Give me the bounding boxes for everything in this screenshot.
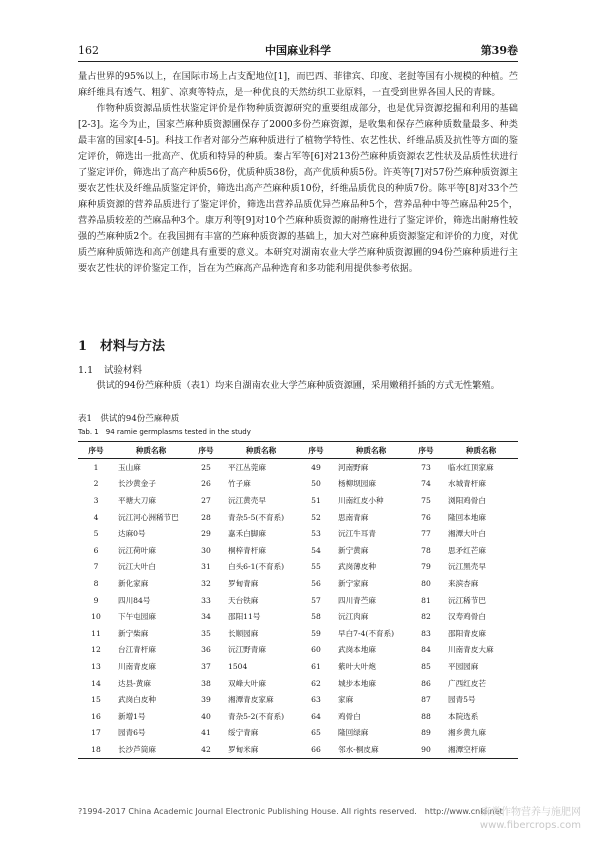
table-row	[78, 725, 518, 742]
serial-number-cell: 38	[201, 678, 211, 688]
serial-number-cell: 32	[201, 578, 211, 588]
germplasm-name-cell: 早白7-4(不育系)	[338, 628, 395, 638]
materials-paragraph: 供试的94份苎麻种质（表1）均来自湖南农业大学苎麻种质资源圃，采用嫩稍扦插的方式无性繁殖。	[96, 380, 500, 391]
germplasm-name-cell: 平塘大刀麻	[118, 495, 156, 505]
col-header: 种质名称	[114, 442, 188, 459]
germplasm-name-cell: 思矛红芒麻	[448, 545, 486, 555]
col-header: 序号	[298, 442, 334, 459]
serial-number-cell: 42	[188, 741, 224, 758]
serial-number-cell: 78	[421, 545, 431, 555]
germplasm-name-cell: 新宁家麻	[338, 578, 369, 588]
serial-number-cell: 81	[421, 595, 431, 605]
germplasm-name-cell: 沅江黑壳早	[448, 562, 486, 572]
germplasm-name-cell: 汉寿鸡骨白	[448, 612, 486, 622]
germplasm-name-cell: 浏阳鸡骨白	[448, 495, 486, 505]
serial-number-cell: 13	[91, 661, 101, 671]
serial-number-cell: 25	[201, 462, 211, 472]
germplasm-name-cell: 沅江稀节巴	[448, 595, 486, 605]
germplasm-name-cell: 新宁黄麻	[338, 545, 369, 555]
germplasm-name-cell: 沅江黄壳早	[228, 495, 266, 505]
germplasm-name-cell: 平园园麻	[448, 661, 479, 671]
table-row	[78, 592, 518, 609]
germplasm-name-cell: 平江丛莞麻	[228, 462, 266, 472]
germplasm-name-cell: 邻水-桐皮麻	[334, 741, 408, 758]
serial-number-cell: 11	[91, 628, 101, 638]
serial-number-cell: 65	[311, 728, 321, 738]
germplasm-name-cell: 白头6-1(不育系)	[228, 562, 285, 572]
germplasm-name-cell: 罗甸米麻	[224, 741, 298, 758]
germplasm-name-cell: 杨柳坝园麻	[338, 479, 376, 489]
materials-body	[78, 378, 518, 394]
germplasm-name-cell: 隆回本地麻	[448, 512, 486, 522]
germplasm-name-cell: 沅江肉麻	[338, 612, 369, 622]
germplasm-name-cell: 1504	[228, 661, 248, 671]
serial-number-cell: 58	[311, 612, 321, 622]
serial-number-cell: 6	[93, 545, 99, 555]
table-row	[78, 476, 518, 493]
germplasm-name-cell: 四川青苎麻	[338, 595, 376, 605]
serial-number-cell: 4	[93, 512, 99, 522]
serial-number-cell: 28	[201, 512, 211, 522]
serial-number-cell: 12	[91, 645, 101, 655]
serial-number-cell: 15	[91, 695, 101, 705]
serial-number-cell: 49	[311, 462, 321, 472]
table-row	[78, 575, 518, 592]
subsection-number: 1.1	[78, 365, 94, 376]
serial-number-cell: 55	[311, 562, 321, 572]
germplasm-name-cell: 园青6号	[118, 728, 146, 738]
table-row	[78, 691, 518, 708]
subsection-heading	[78, 362, 142, 376]
serial-number-cell: 14	[91, 678, 101, 688]
serial-number-cell: 34	[201, 612, 211, 622]
serial-number-cell: 79	[421, 562, 431, 572]
serial-number-cell: 77	[421, 529, 431, 539]
germplasm-name-cell: 长顺园麻	[228, 628, 259, 638]
col-header: 种质名称	[334, 442, 408, 459]
serial-number-cell: 74	[421, 479, 431, 489]
serial-number-cell: 59	[311, 628, 321, 638]
serial-number-cell: 3	[93, 495, 99, 505]
germplasm-name-cell: 台江青杆麻	[118, 645, 156, 655]
serial-number-cell: 8	[93, 578, 99, 588]
table-row	[78, 675, 518, 692]
serial-number-cell: 33	[201, 595, 211, 605]
germplasm-name-cell: 沅江野青麻	[228, 645, 266, 655]
germplasm-name-cell: 新增1号	[118, 711, 146, 721]
section-number: 1	[78, 339, 88, 354]
germplasm-name-cell: 湘潭大叶白	[448, 529, 486, 539]
germplasm-name-cell: 临水红顶家麻	[448, 462, 494, 472]
serial-number-cell: 75	[421, 495, 431, 505]
serial-number-cell: 10	[91, 612, 101, 622]
serial-number-cell: 66	[298, 741, 334, 758]
serial-number-cell: 30	[201, 545, 211, 555]
germplasm-name-cell: 沅江大叶白	[118, 562, 156, 572]
table-row	[78, 542, 518, 559]
germplasm-name-cell: 邵阳青皮麻	[448, 628, 486, 638]
germplasm-name-cell: 城步本地麻	[338, 678, 376, 688]
germplasm-name-cell: 长沙芦筒麻	[114, 741, 188, 758]
serial-number-cell: 53	[311, 529, 321, 539]
serial-number-cell: 80	[421, 578, 431, 588]
serial-number-cell: 90	[408, 741, 444, 758]
serial-number-cell: 54	[311, 545, 321, 555]
table-row	[78, 608, 518, 625]
germplasm-name-cell: 新宁柴麻	[118, 628, 149, 638]
intro-paragraph: 量占世界的95%以上，在国际市场上占支配地位[1]，而巴西、菲律宾、印度、老挝等国有小规模的种植。苎麻纤维具有透气、粗犷、凉爽等特点，是一种优良的天然纺织工业原料，一直受到世界各国人民的青睐。	[78, 71, 518, 98]
table-row	[78, 459, 518, 476]
table-row	[78, 509, 518, 526]
germplasm-name-cell: 家麻	[338, 695, 354, 705]
serial-number-cell: 18	[78, 741, 114, 758]
table-caption-cn: 表1 供试的94份苎麻种质	[78, 414, 180, 424]
section-heading	[78, 335, 165, 354]
germplasm-name-cell: 沅江荷叶麻	[118, 545, 156, 555]
serial-number-cell: 86	[421, 678, 431, 688]
serial-number-cell: 87	[421, 695, 431, 705]
watermark-line: 麻类作物营养与施肥网	[481, 807, 581, 818]
germplasm-name-cell: 川南红皮小种	[338, 495, 384, 505]
col-header: 种质名称	[224, 442, 298, 459]
table-row	[78, 708, 518, 725]
germplasm-name-cell: 桐梓青杆麻	[228, 545, 266, 555]
site-watermark	[480, 806, 581, 832]
germplasm-name-cell: 达县-黄麻	[118, 678, 151, 688]
serial-number-cell: 40	[201, 711, 211, 721]
table-row	[78, 642, 518, 659]
germplasm-name-cell: 隆回绿麻	[338, 728, 369, 738]
serial-number-cell: 35	[201, 628, 211, 638]
serial-number-cell: 37	[201, 661, 211, 671]
germplasm-name-cell: 河南野麻	[338, 462, 369, 472]
germplasm-name-cell: 沅江河心洲稀节巴	[118, 512, 179, 522]
table-caption-en: Tab. 1 94 ramie germplasms tested in the study	[78, 428, 251, 436]
germplasm-name-cell: 竹子麻	[228, 479, 251, 489]
col-header: 种质名称	[444, 442, 518, 459]
germplasm-name-cell: 玉山麻	[118, 462, 141, 472]
germplasm-name-cell: 园青5号	[448, 695, 476, 705]
serial-number-cell: 57	[311, 595, 321, 605]
germplasm-name-cell: 武岗白皮种	[118, 695, 156, 705]
germplasm-name-cell: 本院选系	[448, 711, 479, 721]
serial-number-cell: 60	[311, 645, 321, 655]
germplasm-name-cell: 水城青杆麻	[448, 479, 486, 489]
serial-number-cell: 89	[421, 728, 431, 738]
serial-number-cell: 64	[311, 711, 321, 721]
serial-number-cell: 5	[93, 529, 99, 539]
germplasm-name-cell: 四川84号	[118, 595, 151, 605]
germplasm-name-cell: 达麻0号	[118, 529, 146, 539]
volume-label: 第39卷	[480, 44, 518, 57]
col-header: 序号	[78, 442, 114, 459]
serial-number-cell: 31	[201, 562, 211, 572]
serial-number-cell: 50	[311, 479, 321, 489]
germplasm-name-cell: 湘潭青皮家麻	[228, 695, 274, 705]
germplasm-name-cell: 罗甸青麻	[228, 578, 259, 588]
serial-number-cell: 7	[93, 562, 99, 572]
germplasm-name-cell: 鸡骨白	[338, 711, 361, 721]
germplasm-table	[78, 441, 518, 759]
germplasm-name-cell: 青杂5-5(不育系)	[228, 512, 285, 522]
germplasm-name-cell: 绥宁青麻	[228, 728, 259, 738]
germplasm-name-cell: 邵阳11号	[228, 612, 261, 622]
page-number: 162	[78, 44, 99, 57]
serial-number-cell: 83	[421, 628, 431, 638]
table-header-row	[78, 442, 518, 459]
serial-number-cell: 84	[421, 645, 431, 655]
serial-number-cell: 56	[311, 578, 321, 588]
header-rule	[78, 61, 518, 62]
germplasm-name-cell: 川南青皮麻	[118, 661, 156, 671]
germplasm-name-cell: 双峰大叶麻	[228, 678, 266, 688]
germplasm-name-cell: 嘉禾白脚麻	[228, 529, 266, 539]
serial-number-cell: 61	[311, 661, 321, 671]
table-row	[78, 559, 518, 576]
intro-paragraph: 作物种质资源品质性状鉴定评价是作物种质资源研究的重要组成部分，也是优异资源挖掘和利用的基础[2-3]。迄今为止，国家苎麻种质资源圃保存了2000多份苎麻资源，是收集和保存苎麻种质数量最多、种类最丰富的国家[4-5]。科技工作者对部分苎麻种质进行了植物学特性、农艺性状、纤维品质及抗性等方面的鉴定评价，筛选出一批高产、优质和特异的种质。秦占军等[6]对213份苎麻种质资源农艺性状及品质性状进行了鉴定评价，筛选出了高产种质56份，优质种质38份，高产优质种质5份。许英等[7]对57份苎麻种质资源主要农艺性状及纤维品质鉴定评价，筛选出高产苎麻种质10份，纤维品质优良的种质7份。陈平等[8]对33个苎麻种质资源的营养品质进行了鉴定评价，筛选出营养品质优异苎麻品种5个，营养品种中等苎麻品种25个，营养品质较差的苎麻品种3个。康万利等[9]对10个苎麻种质资源的耐瘠性进行了鉴定评价，筛选出耐瘠性较强的苎麻种质2个。在我国拥有丰富的苎麻种质资源的基础上，加大对苎麻种质资源鉴定和评价的力度，对优质苎麻种质筛选和高产创建具有重要的意义。本研究对湖南农业大学苎麻种质资源圃的94份苎麻种质进行主要农艺性状的评价鉴定工作，旨在为苎麻高产品种选育和多功能利用提供参考依据。	[78, 103, 518, 274]
germplasm-name-cell: 青杂5-2(不育系)	[228, 711, 285, 721]
germplasm-name-cell: 新化家麻	[118, 578, 149, 588]
serial-number-cell: 29	[201, 529, 211, 539]
table-row	[78, 525, 518, 542]
serial-number-cell: 1	[93, 462, 99, 472]
serial-number-cell: 26	[201, 479, 211, 489]
serial-number-cell: 76	[421, 512, 431, 522]
serial-number-cell: 9	[93, 595, 99, 605]
table-row	[78, 625, 518, 642]
serial-number-cell: 51	[311, 495, 321, 505]
table-body	[78, 459, 518, 759]
serial-number-cell: 52	[311, 512, 321, 522]
serial-number-cell: 41	[201, 728, 211, 738]
germplasm-name-cell: 广西红皮芒	[448, 678, 486, 688]
watermark-line: www.fibercrops.com	[479, 820, 581, 831]
section-title: 材料与方法	[100, 339, 166, 354]
col-header: 序号	[408, 442, 444, 459]
intro-body	[78, 69, 518, 277]
serial-number-cell: 39	[201, 695, 211, 705]
serial-number-cell: 17	[91, 728, 101, 738]
germplasm-name-cell: 沅江牛耳青	[338, 529, 376, 539]
germplasm-name-cell: 川南青皮大麻	[448, 645, 494, 655]
journal-title: 中国麻业科学	[265, 44, 331, 57]
germplasm-name-cell: 武岗本地麻	[338, 645, 376, 655]
germplasm-name-cell: 武岗薄皮种	[338, 562, 376, 572]
germplasm-name-cell: 思南青麻	[338, 512, 369, 522]
germplasm-name-cell: 湘乡黄九麻	[448, 728, 486, 738]
serial-number-cell: 85	[421, 661, 431, 671]
germplasm-name-cell: 天台铁麻	[228, 595, 259, 605]
table-row	[78, 658, 518, 675]
serial-number-cell: 27	[201, 495, 211, 505]
germplasm-name-cell: 长沙黄金子	[118, 479, 156, 489]
serial-number-cell: 73	[421, 462, 431, 472]
serial-number-cell: 2	[93, 479, 99, 489]
serial-number-cell: 62	[311, 678, 321, 688]
subsection-title: 试验材料	[104, 365, 143, 376]
copyright-footer: ?1994-2017 China Academic Journal Electronic Publishing House. All rights reserved. http://www.cnki.net	[78, 807, 503, 816]
table-row	[78, 492, 518, 509]
germplasm-name-cell: 湘潭空杆麻	[444, 741, 518, 758]
col-header: 序号	[188, 442, 224, 459]
table-row	[78, 741, 518, 758]
germplasm-name-cell: 下午屯园麻	[118, 612, 156, 622]
serial-number-cell: 16	[91, 711, 101, 721]
running-header	[78, 40, 518, 60]
serial-number-cell: 36	[201, 645, 211, 655]
serial-number-cell: 63	[311, 695, 321, 705]
serial-number-cell: 88	[421, 711, 431, 721]
serial-number-cell: 82	[421, 612, 431, 622]
germplasm-name-cell: 来滨杏麻	[448, 578, 479, 588]
germplasm-name-cell: 紫叶大叶炮	[338, 661, 376, 671]
